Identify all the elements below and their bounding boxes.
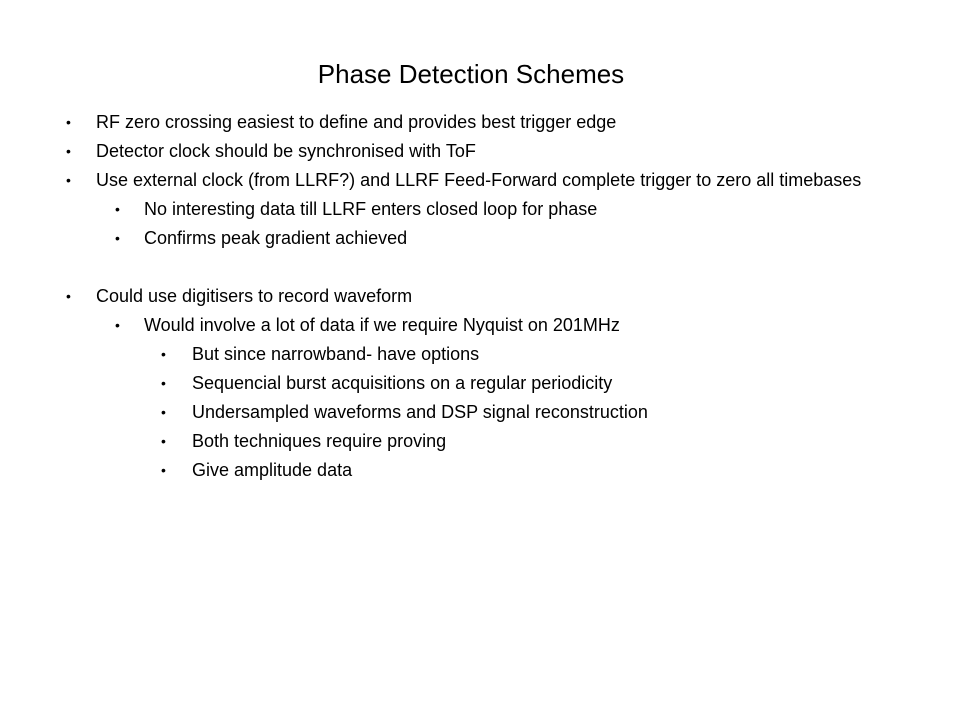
bullet-spacer <box>66 253 906 282</box>
sub-sub-bullet-item <box>66 456 906 485</box>
bullet-icon: • <box>161 433 166 449</box>
sub-sub-bullet-item <box>66 398 906 427</box>
bullet-icon: • <box>115 230 120 246</box>
bullet-text: RF zero crossing easiest to define and provides best trigger edge <box>96 112 617 132</box>
bullet-text: Give amplitude data <box>192 460 353 480</box>
bullet-icon: • <box>161 462 166 478</box>
bullet-list <box>66 108 906 485</box>
slide-title: Phase Detection Schemes <box>317 59 625 89</box>
bullet-text: Undersampled waveforms and DSP signal reconstruction <box>192 402 648 422</box>
bullet-text: Confirms peak gradient achieved <box>144 228 408 248</box>
sub-sub-bullet-item <box>66 427 906 456</box>
bullet-icon: • <box>161 404 166 420</box>
bullet-icon: • <box>115 317 120 333</box>
bullet-icon: • <box>115 201 120 217</box>
sub-sub-bullet-item <box>66 369 906 398</box>
bullet-item <box>66 282 906 311</box>
bullet-text: Use external clock (from LLRF?) and LLRF Feed-Forward complete trigger to zero all timebases <box>96 170 862 190</box>
bullet-icon: • <box>66 114 71 130</box>
bullet-item <box>66 137 906 166</box>
sub-bullet-item <box>66 311 906 340</box>
bullet-text: No interesting data till LLRF enters closed loop for phase <box>144 199 598 219</box>
bullet-icon: • <box>66 288 71 304</box>
bullet-item <box>66 166 906 195</box>
sub-sub-bullet-item <box>66 340 906 369</box>
bullet-text: Detector clock should be synchronised with ToF <box>96 141 476 161</box>
sub-bullet-item <box>66 195 906 224</box>
bullet-text: Sequencial burst acquisitions on a regular periodicity <box>192 373 613 393</box>
bullet-text: But since narrowband- have options <box>192 344 480 364</box>
bullet-text: Could use digitisers to record waveform <box>96 286 413 306</box>
bullet-icon: • <box>161 375 166 391</box>
bullet-text: Would involve a lot of data if we require Nyquist on 201MHz <box>144 315 620 335</box>
bullet-text: Both techniques require proving <box>192 431 447 451</box>
bullet-item <box>66 108 906 137</box>
sub-bullet-item <box>66 224 906 253</box>
bullet-icon: • <box>66 143 71 159</box>
bullet-icon: • <box>161 346 166 362</box>
bullet-icon: • <box>66 172 71 188</box>
